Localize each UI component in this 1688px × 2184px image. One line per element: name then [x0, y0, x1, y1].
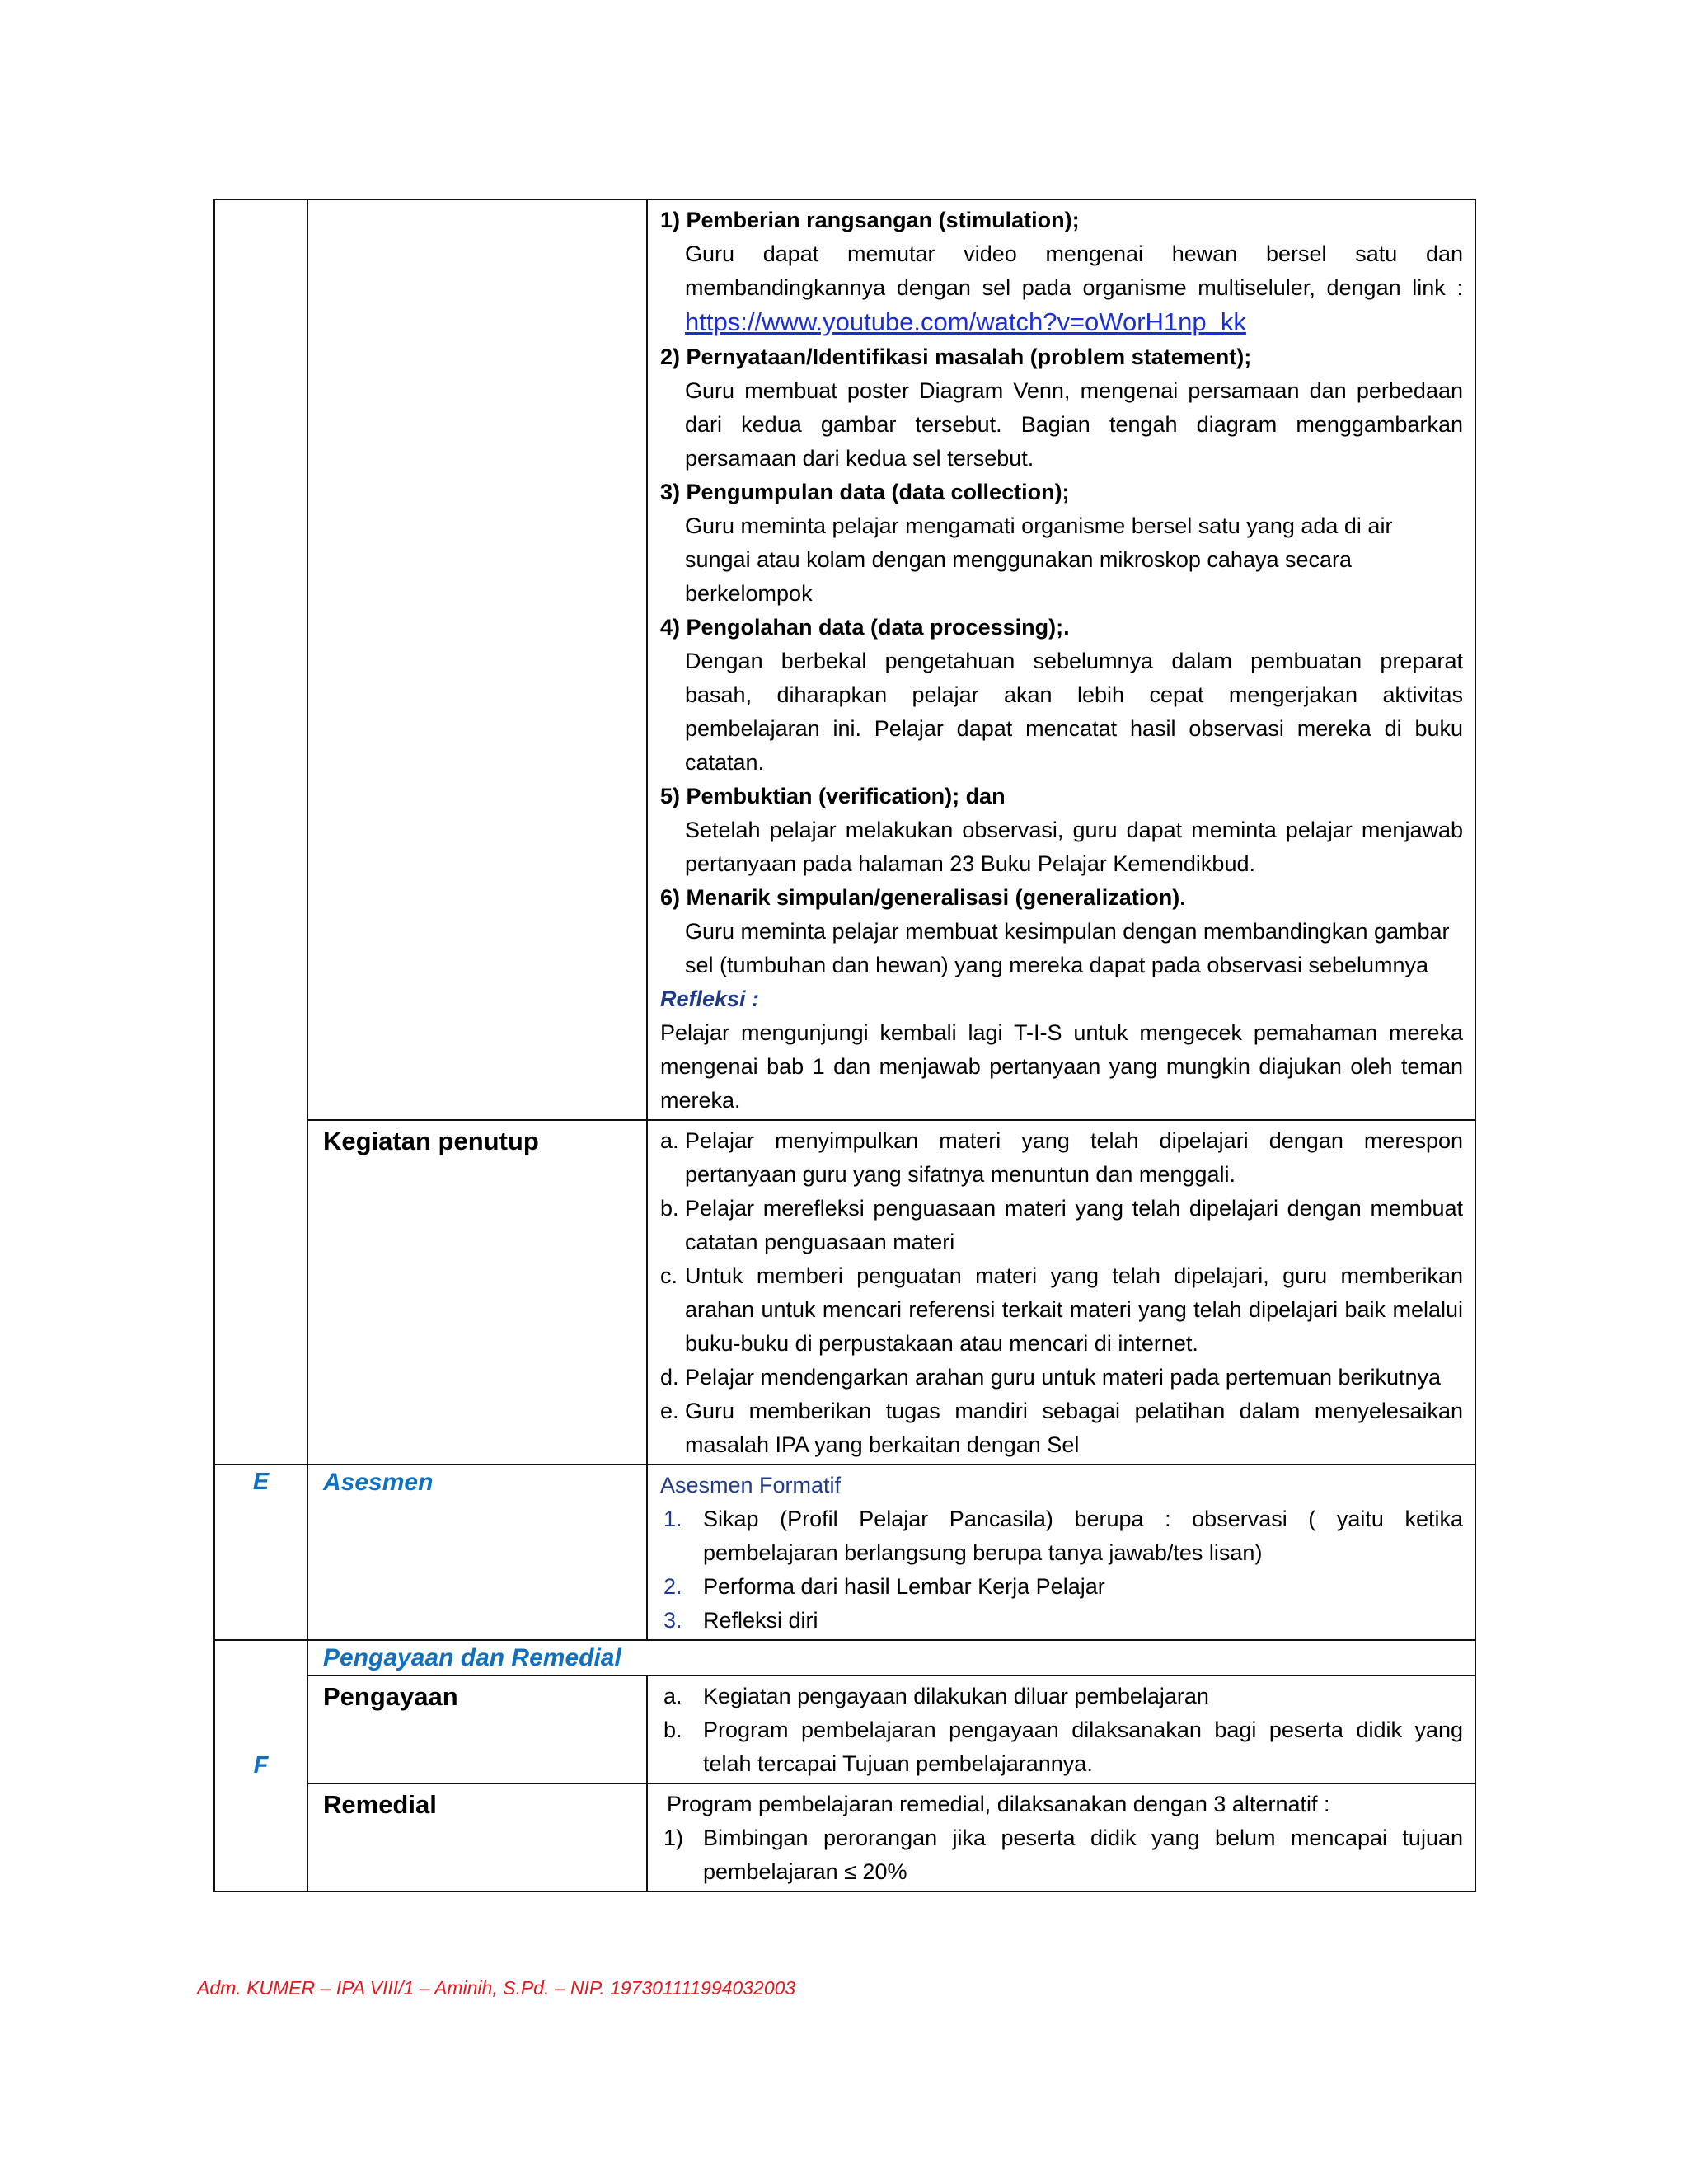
- pengayaan-label: Pengayaan: [307, 1675, 647, 1783]
- step-1: [660, 204, 1463, 340]
- section-letter-cell: [214, 199, 307, 1465]
- penutup-label: Kegiatan penutup: [307, 1120, 647, 1465]
- step-heading: 3) Pengumpulan data (data collection);: [660, 480, 1070, 504]
- penutup-content-cell: [647, 1120, 1475, 1465]
- step-3: [660, 476, 1463, 611]
- list-item: 2. Performa dari hasil Lembar Kerja Pelajar: [663, 1574, 1105, 1599]
- step-description: Setelah pelajar melakukan observasi, guru dapat meminta pelajar menjawab pertanyaan pada halaman 23 Buku Pelajar Kemendikbud.: [685, 818, 1463, 876]
- list-item: 1) Bimbingan perorangan jika peserta didik yang belum mencapai tujuan pembelajaran ≤ 20%: [663, 1825, 1463, 1884]
- asesmen-formatif-heading: Asesmen Formatif: [660, 1473, 842, 1497]
- refleksi-heading: Refleksi :: [660, 987, 760, 1011]
- step-heading: 2) Pernyataan/Identifikasi masalah (problem statement);: [660, 344, 1252, 369]
- activity-label-cell: [307, 199, 647, 1120]
- remedial-intro: Program pembelajaran remedial, dilaksanakan dengan 3 alternatif :: [667, 1792, 1330, 1816]
- step-2: [660, 340, 1463, 476]
- link-prefix: link :: [1412, 275, 1463, 300]
- asesmen-label: Asesmen: [307, 1465, 647, 1640]
- list-item: d. Pelajar mendengarkan arahan guru untuk materi pada pertemuan berikutnya: [660, 1365, 1442, 1390]
- list-item: c. Untuk memberi penguatan materi yang telah dipelajari, guru memberikan arahan untuk mencari referensi terkait materi yang telah dipelajari baik melalui buku-buku di perpustakaan atau mencari di internet.: [660, 1263, 1463, 1356]
- step-4: [660, 611, 1463, 780]
- list-item: b. Pelajar merefleksi penguasaan materi yang telah dipelajari dengan membuat catatan penguasaan materi: [660, 1196, 1463, 1254]
- step-description: Guru membuat poster Diagram Venn, mengenai persamaan dan perbedaan dari kedua gambar tersebut. Bagian tengah diagram menggambarkan persamaan dari kedua sel tersebut.: [685, 378, 1463, 471]
- pengayaan-list: [660, 1680, 1463, 1781]
- remedial-content-cell: [647, 1783, 1475, 1891]
- step-5: [660, 780, 1463, 881]
- list-item: a. Pelajar menyimpulkan materi yang telah dipelajari dengan merespon pertanyaan guru yang sifatnya menuntun dan menggali.: [660, 1128, 1463, 1187]
- step-heading: 6) Menarik simpulan/generalisasi (generalization).: [660, 885, 1186, 910]
- step-description: Guru meminta pelajar membuat kesimpulan dengan membandingkan gambar sel (tumbuhan dan hewan) yang mereka dapat pada observasi sebelumnya: [685, 919, 1450, 977]
- section-letter-f: F: [214, 1640, 307, 1891]
- step-description: Guru dapat memutar video mengenai hewan bersel satu dan membandingkannya dengan sel pada organisme multiseluler, dengan link : https://www.youtube.com/watch?v=oWorH1np_kk: [685, 241, 1463, 336]
- pengayaan-content-cell: [647, 1675, 1475, 1783]
- step-heading: 5) Pembuktian (verification); dan: [660, 784, 1006, 808]
- row-pengayaan-remedial-title: [214, 1640, 1475, 1675]
- row-kegiatan-penutup: [214, 1120, 1475, 1465]
- row-remedial: [214, 1783, 1475, 1891]
- list-item: e. Guru memberikan tugas mandiri sebagai pelatihan dalam menyelesaikan masalah IPA yang berkaitan dengan Sel: [660, 1399, 1463, 1457]
- list-item: b. Program pembelajaran pengayaan dilaksanakan bagi peserta didik yang telah tercapai Tujuan pembelajarannya.: [663, 1718, 1463, 1776]
- remedial-list: [660, 1821, 1463, 1889]
- row-asesmen: [214, 1465, 1475, 1640]
- section-letter-e: E: [214, 1465, 307, 1640]
- penutup-list: [660, 1124, 1463, 1462]
- row-kegiatan-inti: [214, 199, 1475, 1120]
- pengayaan-remedial-title: Pengayaan dan Remedial: [307, 1640, 1475, 1675]
- list-item: a. Kegiatan pengayaan dilakukan diluar pembelajaran: [663, 1684, 1209, 1708]
- lesson-plan-table: [213, 199, 1476, 1892]
- asesmen-content-cell: [647, 1465, 1475, 1640]
- row-pengayaan: [214, 1675, 1475, 1783]
- remedial-label: Remedial: [307, 1783, 647, 1891]
- asesmen-list: [660, 1502, 1463, 1638]
- step-6: [660, 881, 1463, 982]
- inti-content-cell: [647, 199, 1475, 1120]
- list-item: 1. Sikap (Profil Pelajar Pancasila) berupa : observasi ( yaitu ketika pembelajaran berlangsung berupa tanya jawab/tes lisan): [663, 1507, 1463, 1565]
- step-heading: 4) Pengolahan data (data processing);.: [660, 615, 1070, 640]
- page-footer: Adm. KUMER – IPA VIII/1 – Aminih, S.Pd. – NIP. 197301111994032003: [197, 1977, 796, 1999]
- refleksi-text: Pelajar mengunjungi kembali lagi T-I-S untuk mengecek pemahaman mereka mengenai bab 1 dan menjawab pertanyaan yang mungkin diajukan oleh teman mereka.: [660, 1020, 1463, 1113]
- list-item: 3. Refleksi diri: [663, 1608, 818, 1633]
- step-heading: 1) Pemberian rangsangan (stimulation);: [660, 208, 1080, 232]
- step-description: Guru meminta pelajar mengamati organisme bersel satu yang ada di air sungai atau kolam dengan menggunakan mikroskop cahaya secara berkelompok: [685, 513, 1393, 606]
- step-description: Dengan berbekal pengetahuan sebelumnya dalam pembuatan preparat basah, diharapkan pelajar akan lebih cepat mengerjakan aktivitas pembelajaran ini. Pelajar dapat mencatat hasil observasi mereka di buku catatan.: [685, 649, 1463, 775]
- youtube-link[interactable]: https://www.youtube.com/watch?v=oWorH1np_kk: [685, 307, 1246, 336]
